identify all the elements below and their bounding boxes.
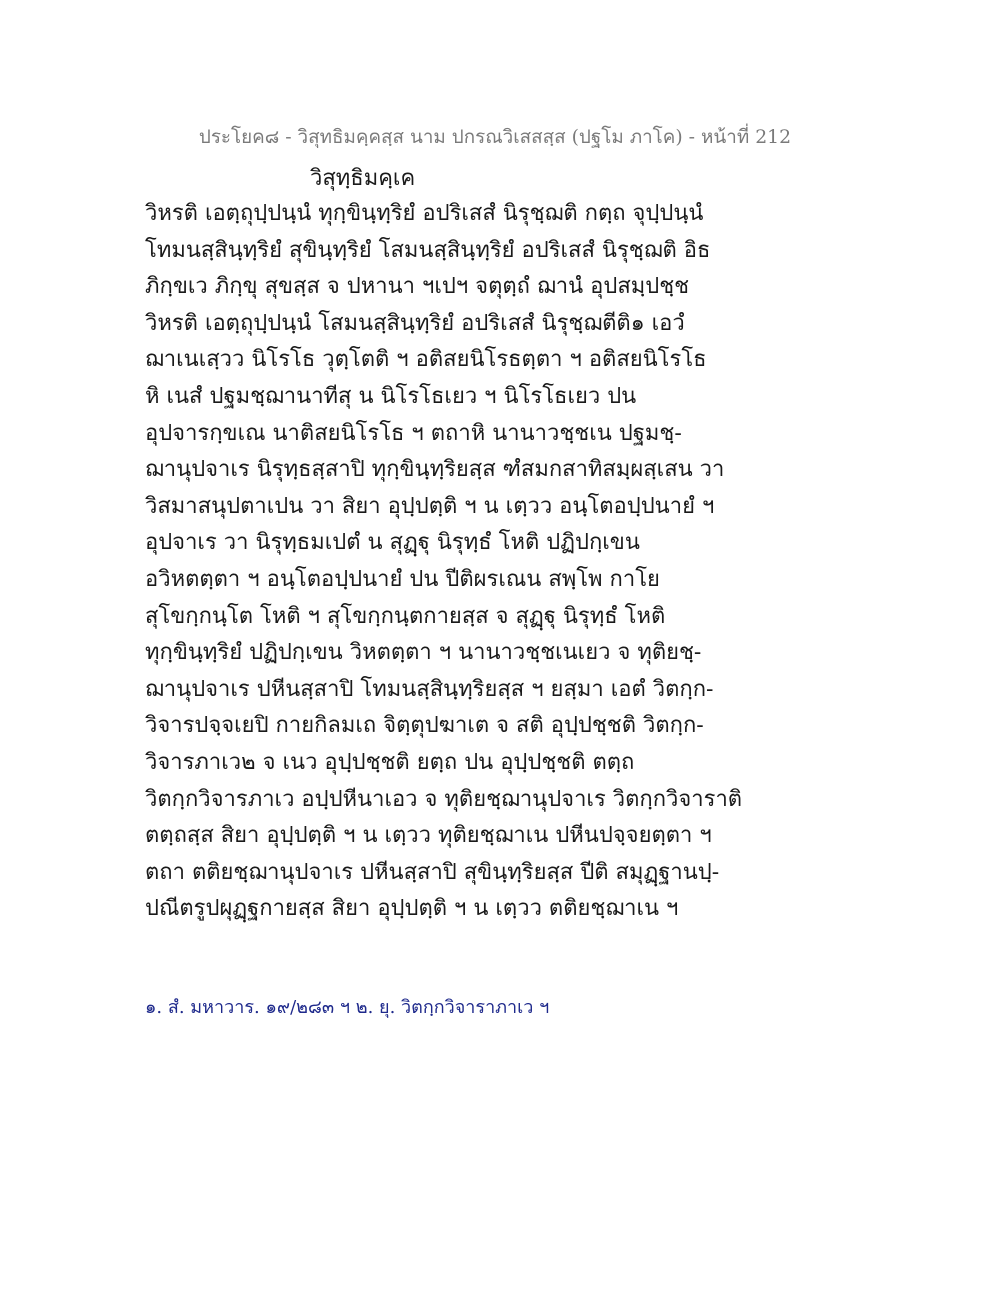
text-line: ฌาเนเสฺวว นิโรโธ วุตฺโตติ ฯ อติสยนิโรธตฺตา ฯ อติสยนิโรโธ [145,347,707,373]
text-line: หิ เนสํ ปฐมชฺฌานาทีสุ น นิโรโธเยว ฯ นิโรโธเยว ปน [145,383,637,409]
text-line: ภิกฺขเว ภิกฺขุ สุขสฺส จ ปหานา ฯเปฯ จตุตฺถํ ฌานํ อุปสมฺปชฺช [145,274,690,300]
section-title: วิสุทฺธิมคฺเค [310,166,416,191]
text-line: ฌานุปจาเร นิรุทฺธสฺสาปิ ทุกฺขินฺทฺริยสฺส ฑํสมกสาทิสมฺผสฺเสน วา [145,457,725,483]
text-line: โทมนสฺสินฺทฺริยํ สุขินฺทฺริยํ โสมนสฺสินฺทฺริยํ อปริเสสํ นิรุชฺฌติ อิธ [145,237,711,263]
text-line: สุโขกฺกนฺโต โหติ ฯ สุโขกฺกนฺตกายสฺส จ สุฏฺฐุ นิรุทฺธํ โหติ [145,603,666,629]
text-line: วิตกฺกวิจารภาเว อปฺปหีนาเอว จ ทุติยชฺฌานุปจาเร วิตกฺกวิจาราติ [145,786,743,812]
footnote: ๑. สํ. มหาวาร. ๑๙/๒๘๓ ฯ ๒. ยุ. วิตกฺกวิจาราภาเว ฯ [145,997,550,1018]
body-text [145,196,743,928]
page-header: ประโยค๘ - วิสุทธิมคฺคสฺส นาม ปกรณวิเสสสฺส (ปฐโม ภาโค) - หน้าที่ 212 [198,126,792,148]
text-line: วิสมาสนุปตาเปน วา สิยา อุปฺปตฺติ ฯ น เตฺวว อนฺโตอปฺปนายํ ฯ [145,493,715,519]
text-line: ปณีตรูปผุฏฺฐกายสฺส สิยา อุปฺปตฺติ ฯ น เตฺวว ตติยชฺฌาเน ฯ [145,896,679,922]
text-line: ตถา ตติยชฺฌานุปจาเร ปหีนสฺสาปิ สุขินฺทฺริยสฺส ปีติ สมุฏฺฐานปฺ- [145,859,720,885]
text-line: วิจารปจฺจเยปิ กายกิลมเถ จิตฺตุปฆาเต จ สติ อุปฺปชฺชติ วิตกฺก- [145,713,704,739]
text-line: อุปจาเร วา นิรุทฺธมเปตํ น สุฏฺฐุ นิรุทฺธํ โหติ ปฏิปกฺเขน [145,530,640,556]
text-line: อวิหตตฺตา ฯ อนฺโตอปฺปนายํ ปน ปีติผรเณน สพฺโพ กาโย [145,566,660,592]
text-line: อุปจารกฺขเณ นาติสยนิโรโธ ฯ ตถาหิ นานาวชฺชเน ปฐมชฺ- [145,420,682,446]
text-line: วิหรติ เอตฺถุปฺปนฺนํ โสมนสฺสินฺทฺริยํ อปริเสสํ นิรุชฺฌตีติ๑ เอวํ [145,310,685,336]
text-line: วิหรติ เอตฺถุปฺปนฺนํ ทุกฺขินฺทฺริยํ อปริเสสํ นิรุชฺฌติ กตฺถ จุปฺปนฺนํ [145,201,704,226]
text-line: ตตฺถสฺส สิยา อุปฺปตฺติ ฯ น เตฺวว ทุติยชฺฌาเน ปหีนปจฺจยตฺตา ฯ [145,823,712,849]
text-line: ทุกฺขินฺทฺริยํ ปฏิปกฺเขน วิหตตฺตา ฯ นานาวชฺชเนเยว จ ทุติยชฺ- [145,640,702,666]
text-line: วิจารภาเว๒ จ เนว อุปฺปชฺชติ ยตฺถ ปน อุปฺปชฺชติ ตตฺถ [145,749,635,775]
text-line: ฌานุปจาเร ปหีนสฺสาปิ โทมนสฺสินฺทฺริยสฺส ฯ ยสฺมา เอตํ วิตกฺก- [145,676,714,702]
